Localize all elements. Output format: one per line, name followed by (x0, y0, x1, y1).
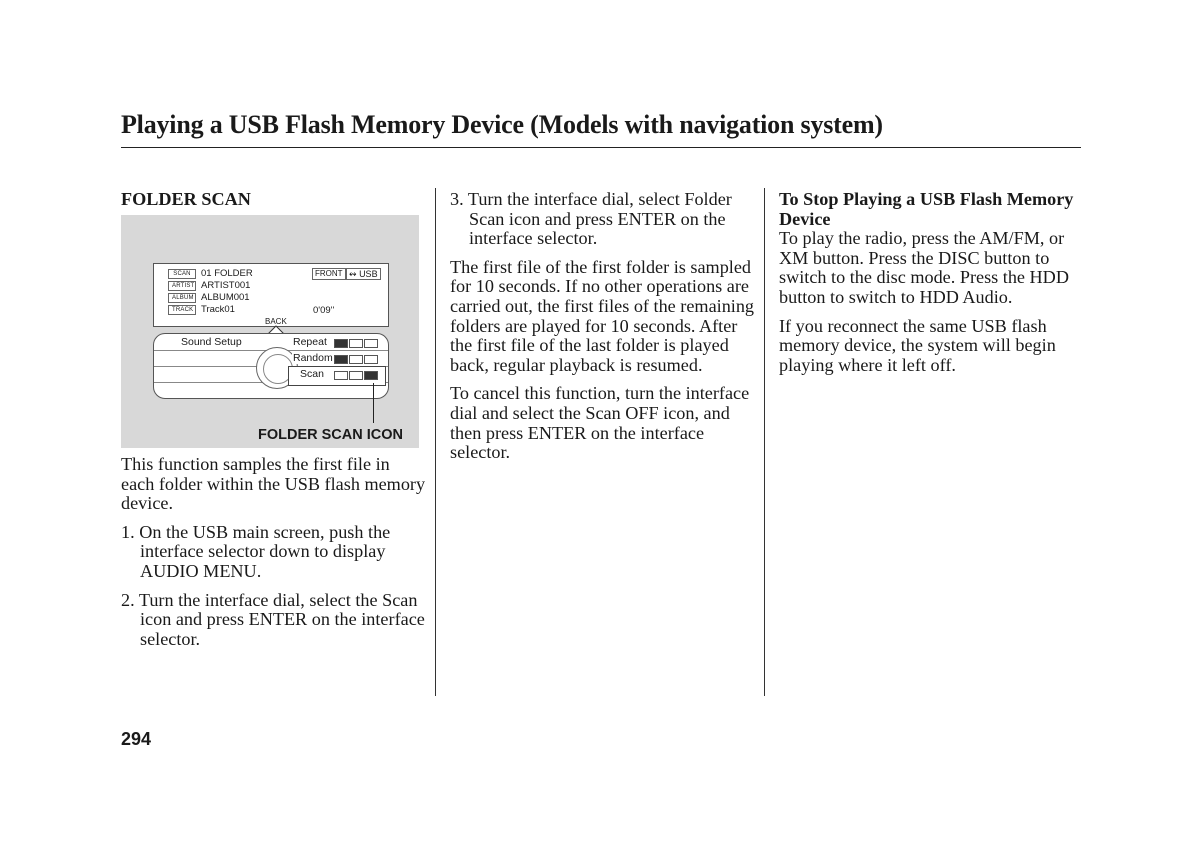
column-3 (779, 190, 1084, 375)
screen-row-artist (168, 280, 250, 291)
usb-label: USB (359, 269, 378, 279)
usb-icon: ↭ (349, 269, 357, 279)
step-1: 1. On the USB main screen, push the interface selector down to display AUDIO MENU. (121, 521, 391, 581)
album-name: ALBUM001 (201, 292, 250, 303)
menu-item-repeat: Repeat (293, 336, 327, 348)
stop-playing-paragraph: To play the radio, press the AM/FM, or XM button. Press the DISC button to switch to the disc mode. Press the HDD button to switch to HDD Audio. (779, 228, 1069, 307)
folder-scan-icon-callout: FOLDER SCAN ICON (258, 427, 403, 443)
scan-options-icon (334, 371, 378, 380)
stop-playing-heading: To Stop Playing a USB Flash Memory Device (779, 189, 1074, 229)
artist-tag: ARTIST (168, 281, 196, 291)
column-divider-2 (764, 188, 765, 696)
screen-row-track (168, 304, 235, 315)
scan-tag: SCAN (168, 269, 196, 279)
section-heading: FOLDER SCAN (121, 189, 251, 209)
menu-item-scan: Scan (300, 368, 324, 380)
track-tag: TRACK (168, 305, 196, 315)
front-badge: FRONT (312, 268, 346, 280)
track-time: 0'09'' (313, 305, 335, 316)
random-options-icon (334, 355, 378, 364)
intro-paragraph: This function samples the first file in each folder within the USB flash memory device. (121, 454, 426, 514)
repeat-options-icon (334, 339, 378, 348)
folder-scan-figure (121, 215, 419, 448)
step-3: 3. Turn the interface dial, select Folder Scan icon and press ENTER on the interface selector. (450, 189, 732, 249)
step-2: 2. Turn the interface dial, select the Scan icon and press ENTER on the interface selector. (121, 589, 425, 649)
menu-item-sound-setup: Sound Setup (181, 336, 242, 348)
track-name: Track01 (201, 304, 235, 315)
page-number: 294 (121, 729, 152, 749)
callout-line (373, 383, 374, 423)
screen-row-scan (168, 268, 253, 279)
title-rule (121, 147, 1081, 148)
reconnect-paragraph: If you reconnect the same USB flash memory device, the system will begin playing where it left off. (779, 315, 1056, 375)
menu-item-random: Random (293, 352, 333, 364)
album-tag: ALBUM (168, 293, 196, 303)
screen-row-album (168, 292, 250, 303)
column-divider-1 (435, 188, 436, 696)
folder-name: 01 FOLDER (201, 268, 253, 279)
column-2 (450, 190, 755, 463)
page-title: Playing a USB Flash Memory Device (Models with navigation system) (121, 110, 883, 139)
audio-menu (153, 333, 389, 399)
cancel-paragraph: To cancel this function, turn the interface dial and select the Scan OFF icon, and then press ENTER on the interface selector. (450, 383, 750, 463)
artist-name: ARTIST001 (201, 280, 251, 291)
sampling-paragraph: The first file of the first folder is sampled for 10 seconds. If no other operations are carried out, the first files of the remaining folders are played for 10 seconds. After the first file of the last folder is played back, regular playback is resumed. (450, 256, 755, 375)
back-label: BACK (265, 317, 287, 326)
column-1 (121, 190, 421, 210)
usb-badge (346, 268, 381, 280)
column-1-text (121, 455, 426, 649)
